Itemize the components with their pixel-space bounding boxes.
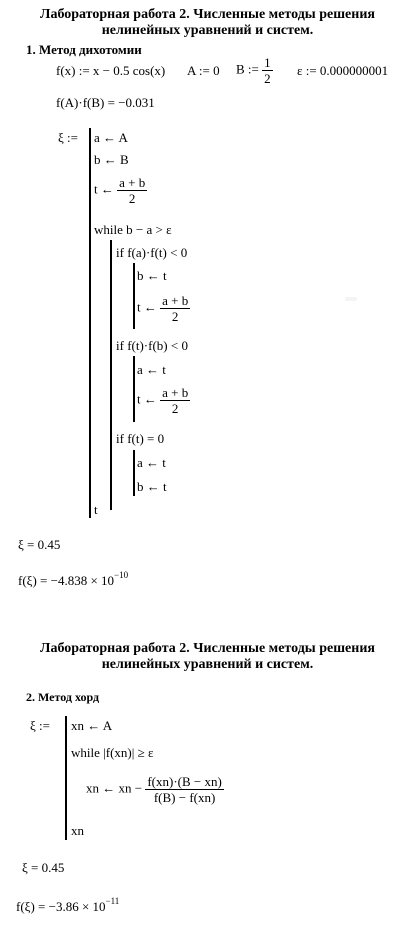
def-B-fraction: [262, 55, 273, 86]
xn-update-lhs: xn ← xn −: [86, 780, 143, 796]
program-bar-main: [89, 128, 91, 518]
lab2-while-loop: while |f(xn)| ≥ ε: [71, 745, 154, 760]
xi-definition-label: ξ :=: [58, 130, 78, 145]
lab1-title-line2: нелинейных уравнений и систем.: [101, 23, 314, 38]
if3-assign-a: a ← t: [137, 455, 166, 470]
if2-assign-a: a ← t: [137, 362, 166, 377]
if1-assign-b: b ← t: [137, 268, 167, 283]
chord-den: f(B) − f(xn): [153, 790, 216, 805]
assign-t: [94, 175, 147, 206]
program-bar-if3: [133, 450, 135, 496]
assign-xn: xn ← A: [71, 718, 113, 733]
lab2-result-f: $f(\xi) = -3.86 \times 10^{-11}$: [16, 896, 120, 914]
lab1-section-heading: 1. Метод дихотомии: [26, 42, 142, 57]
def-f: f(x) := x − 0.5 cos(x): [56, 63, 166, 78]
lab2-result-f-exponent: −11: [105, 896, 120, 906]
chord-num: f(xn)·(B − xn): [147, 774, 222, 789]
def-B-den: 2: [264, 71, 271, 86]
lab2-title-line1: Лабораторная работа 2. Численные методы решения: [40, 641, 375, 656]
assign-t-lhs: t ←: [94, 181, 114, 197]
smudge-mark: [345, 297, 357, 301]
lab2-xi-definition-label: ξ :=: [30, 718, 50, 733]
xn-update: [86, 774, 224, 805]
if3-assign-b: b ← t: [137, 479, 167, 494]
program-bar-if2: [133, 356, 135, 422]
lab1-title-line1: Лабораторная работа 2. Численные методы решения: [40, 7, 375, 22]
chord-fraction: [145, 774, 223, 805]
lab2-program-bar: [65, 716, 67, 840]
lab2-return-value: xn: [71, 823, 84, 838]
fraction-midpoint: $\frac{a + b}{2}$: [119, 175, 146, 206]
def-A: A := 0: [187, 63, 220, 78]
program-bar-if1: [133, 263, 135, 329]
program-bar-while: [110, 240, 112, 510]
while-loop: while b − a > ε: [94, 222, 172, 237]
def-B: [236, 55, 273, 86]
def-B-num: 1: [264, 55, 271, 70]
lab2-result-xi: ξ = 0.45: [22, 860, 65, 875]
return-value: t: [94, 502, 98, 517]
lab2-title-line2: нелинейных уравнений и систем.: [101, 657, 314, 672]
assign-a: a ← A: [94, 130, 128, 145]
if2-assign-t: t ← $\frac{a + b}{2}$: [137, 385, 189, 416]
if1-assign-t: t ← $\frac{a + b}{2}$: [137, 293, 189, 324]
fA-fB-result: f(A)·f(B) = −0.031: [56, 95, 155, 110]
if-condition-2: if f(t)·f(b) < 0: [116, 338, 188, 353]
def-eps: ε := 0.000000001: [297, 63, 389, 78]
if-condition-1: if f(a)·f(t) < 0: [116, 245, 188, 260]
result-f-exponent: −10: [114, 570, 129, 580]
result-xi: ξ = 0.45: [18, 537, 61, 552]
result-f: $f(\xi) = -4.838 \times 10^{-10}$: [18, 570, 129, 588]
def-B-lhs: B :=: [236, 61, 259, 77]
assign-b: b ← B: [94, 152, 129, 167]
if-condition-3: if f(t) = 0: [116, 431, 165, 446]
lab2-section-heading: 2. Метод хорд: [26, 690, 100, 704]
